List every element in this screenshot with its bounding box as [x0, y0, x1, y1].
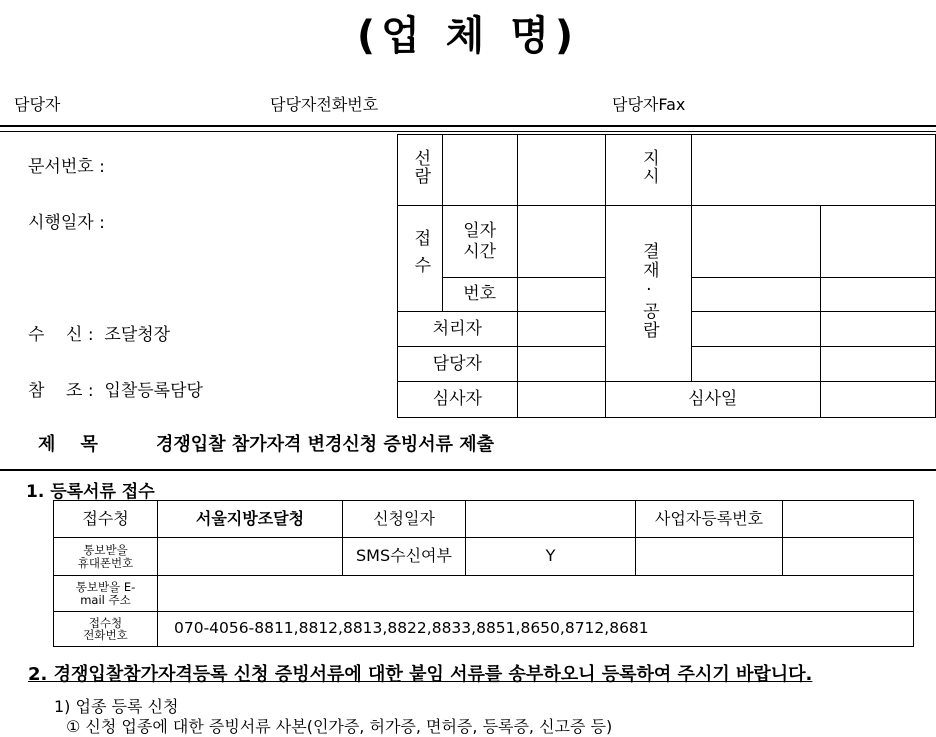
gyeoljae-r4c1[interactable]	[691, 347, 820, 382]
biz-no-value[interactable]	[783, 501, 914, 538]
gyeoljae-r2c1[interactable]	[691, 278, 820, 312]
email-label: 통보받을 E-mail 주소	[54, 576, 158, 612]
phone-label: 접수청 전화번호	[54, 612, 158, 647]
apply-date-value[interactable]	[466, 501, 636, 538]
cheoriija-blank[interactable]	[517, 312, 605, 347]
top-divider-thin	[0, 131, 936, 132]
sms-value: Y	[466, 538, 636, 576]
cell-ilja-sigan: 일자 시간	[442, 206, 517, 278]
sms-label: SMS수신여부	[343, 538, 466, 576]
cell-cheoriija: 처리자	[398, 312, 518, 347]
seonram-blank-1[interactable]	[442, 135, 517, 206]
doc-number-label: 문서번호 :	[28, 157, 105, 177]
reception-office-value: 서울지방조달청	[158, 501, 343, 538]
gyeoljae-r1c1[interactable]	[691, 206, 820, 278]
gyeoljae-r3c1[interactable]	[691, 312, 820, 347]
beonho-blank[interactable]	[517, 278, 605, 312]
section2-item1: 1) 업종 등록 신청	[54, 697, 179, 716]
cell-jeopsu: 접수	[398, 206, 443, 312]
damdangja-blank[interactable]	[517, 347, 605, 382]
cell-gyeoljae: 결재·공람	[605, 206, 691, 382]
apply-date-label: 신청일자	[343, 501, 466, 538]
subject-label: 제 목	[38, 434, 98, 455]
reception-office-label: 접수청	[54, 501, 158, 538]
biz-no-label: 사업자등록번호	[636, 501, 783, 538]
registration-table	[53, 500, 914, 647]
approval-table	[397, 134, 936, 418]
gyeoljae-r4c2[interactable]	[820, 347, 935, 382]
section1-heading: 1. 등록서류 접수	[26, 482, 155, 502]
cell-simsaja: 심사자	[398, 382, 518, 418]
mobile-label: 통보받을 휴대폰번호	[54, 538, 158, 576]
cell-seonram: 선람	[398, 135, 443, 206]
cell-simsail: 심사일	[605, 382, 820, 418]
gyeoljae-r1c2[interactable]	[820, 206, 935, 278]
recipient-line: 수 신 : 조달청장	[28, 325, 171, 345]
gyeoljae-r3c2[interactable]	[820, 312, 935, 347]
top-divider	[0, 125, 936, 127]
mid-divider	[0, 469, 936, 471]
reference-line: 참 조 : 입찰등록담당	[28, 381, 203, 401]
manager-label: 담당자	[14, 95, 61, 114]
gyeoljae-r2c2[interactable]	[820, 278, 935, 312]
manager-fax-label: 담당자Fax	[612, 95, 686, 114]
subject-text: 경쟁입찰 참가자격 변경신청 증빙서류 제출	[156, 434, 495, 455]
cell-jisi: 지시	[605, 135, 691, 206]
company-name-title: (업 체 명)	[356, 13, 580, 59]
section2-item1-sub: ① 신청 업종에 대한 증빙서류 사본(인가증, 허가증, 면허증, 등록증, 신고증 등)	[66, 717, 613, 736]
section2-heading: 2. 경쟁입찰참가자격등록 신청 증빙서류에 대한 붙임 서류를 송부하오니 등록하여 주시기 바랍니다.	[28, 664, 813, 685]
simsail-blank[interactable]	[820, 382, 935, 418]
cell-beonho: 번호	[442, 278, 517, 312]
seonram-blank-2[interactable]	[517, 135, 605, 206]
ilja-blank[interactable]	[517, 206, 605, 278]
cell-damdangja: 담당자	[398, 347, 518, 382]
jisi-blank[interactable]	[691, 135, 935, 206]
email-value[interactable]	[158, 576, 914, 612]
manager-phone-label: 담당자전화번호	[270, 95, 379, 114]
phone-value: 070-4056-8811,8812,8813,8822,8833,8851,8650,8712,8681	[158, 612, 914, 647]
simsaja-blank[interactable]	[517, 382, 605, 418]
issue-date-label: 시행일자 :	[28, 213, 105, 233]
mobile-value[interactable]	[158, 538, 343, 576]
row2-blank-2	[783, 538, 914, 576]
row2-blank-1	[636, 538, 783, 576]
